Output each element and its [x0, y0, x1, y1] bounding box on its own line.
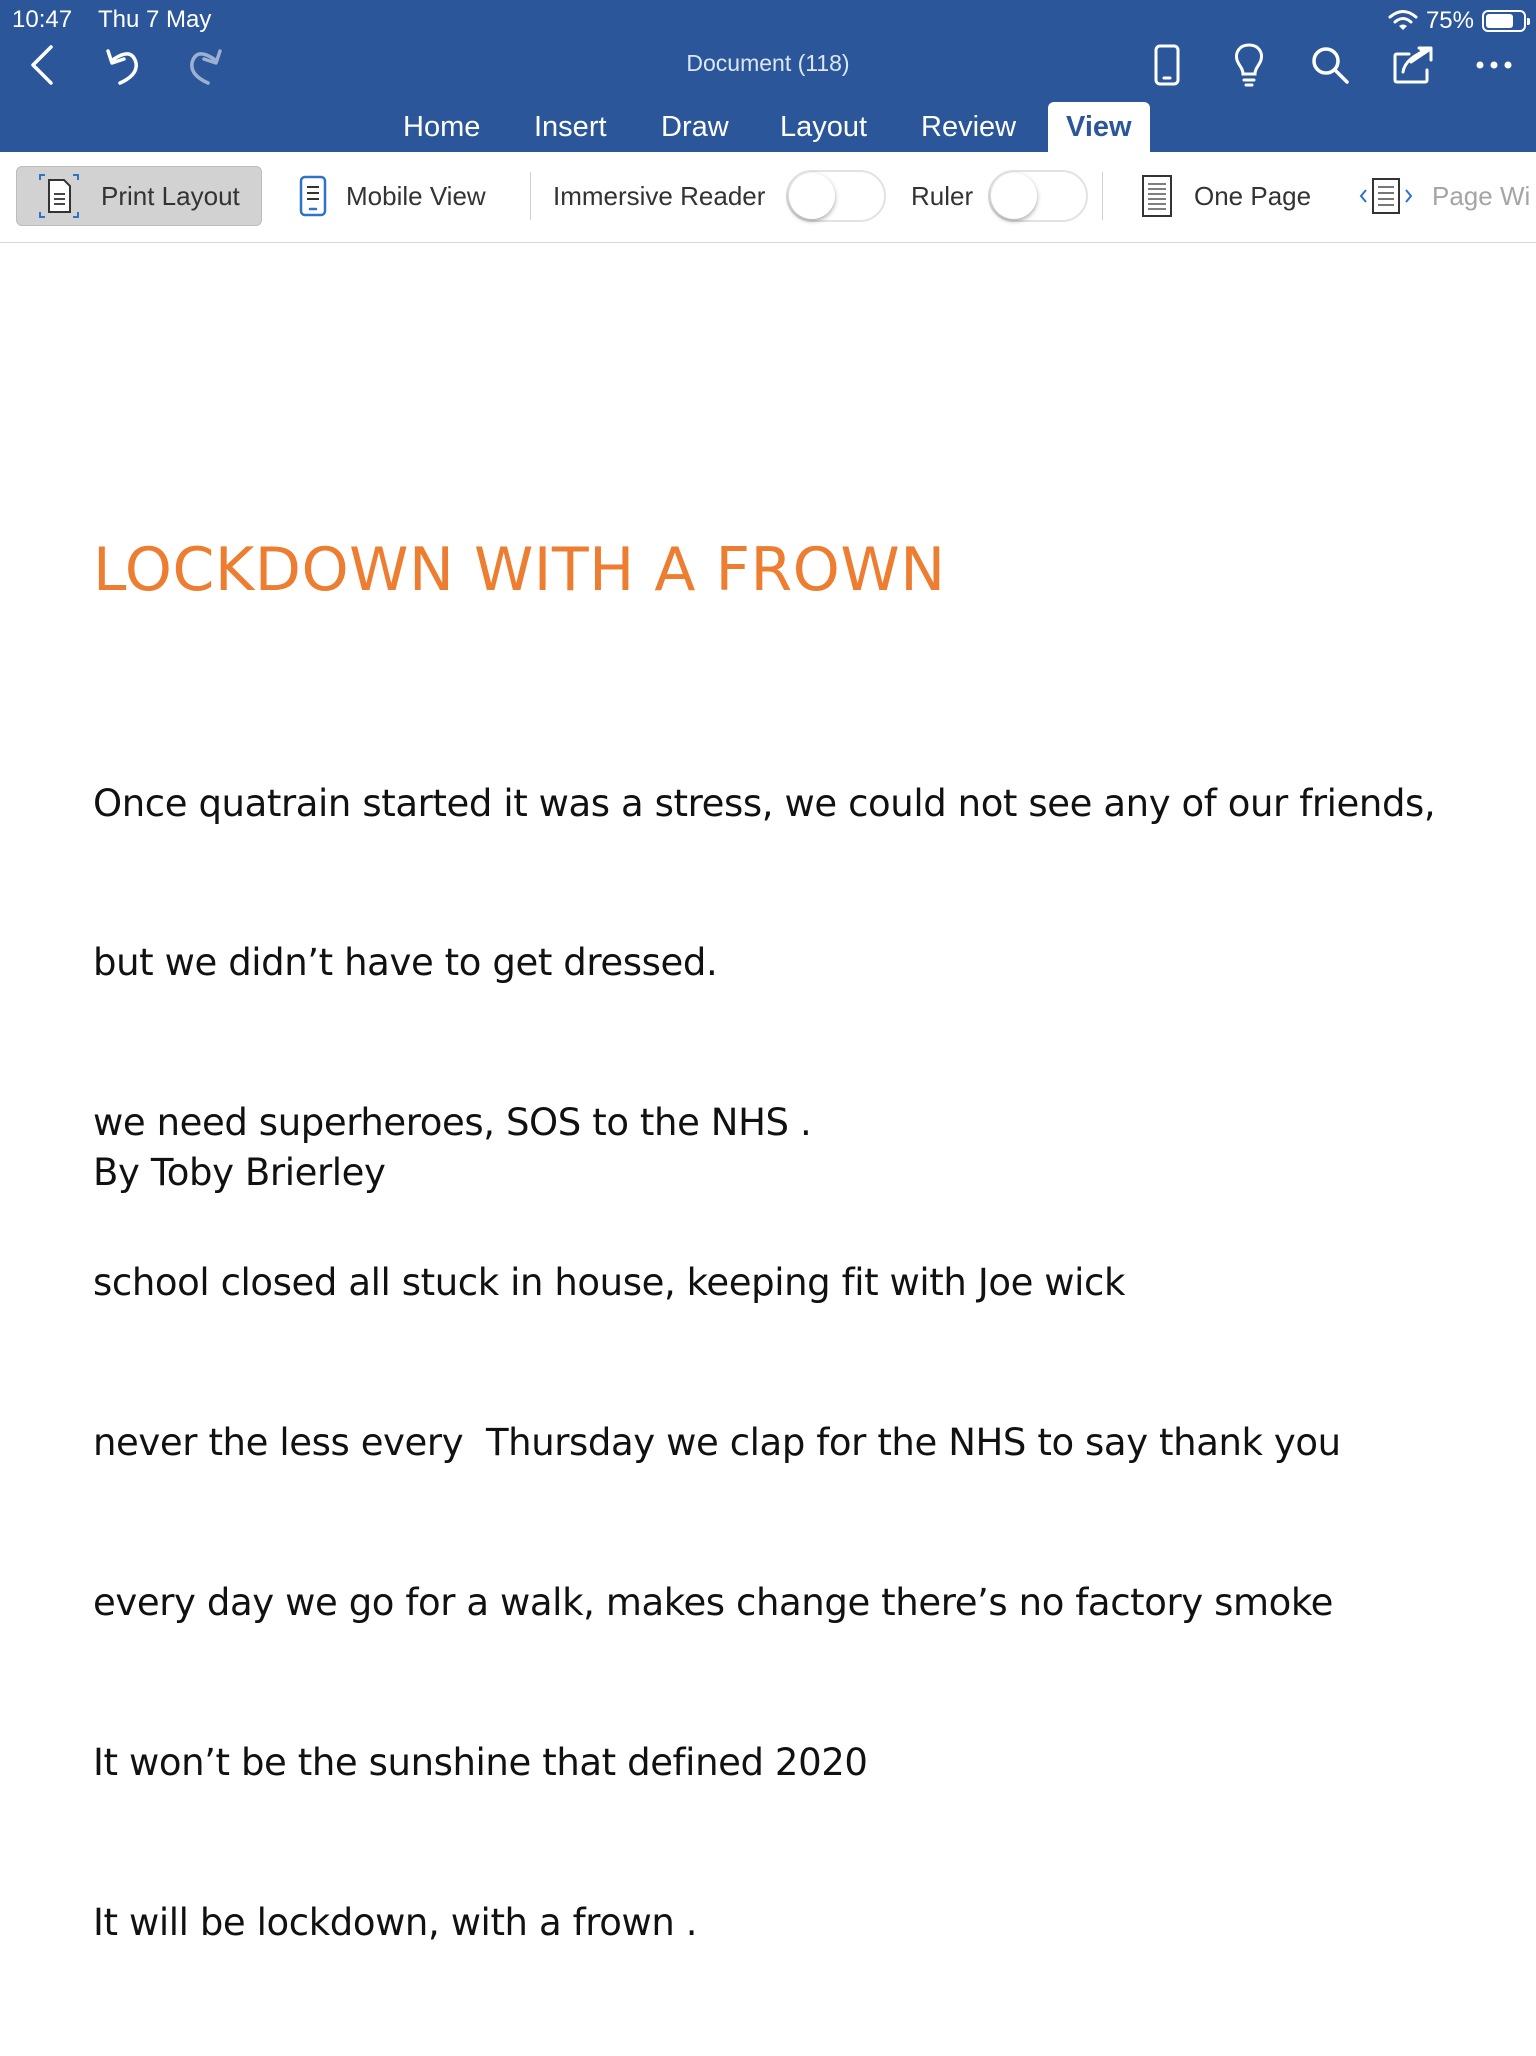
one-page-button[interactable] [1140, 166, 1311, 226]
battery-percentage: 75% [1425, 7, 1474, 34]
more-icon[interactable] [1467, 38, 1521, 92]
ruler-text: Ruler [911, 180, 974, 211]
wifi-icon [1388, 9, 1418, 33]
page-width-icon [1358, 176, 1414, 216]
status-time: 10:47 [12, 6, 73, 33]
document-author: By Toby Brierley [93, 1151, 386, 1194]
immersive-reader-text: Immersive Reader [553, 180, 766, 211]
tab-layout[interactable]: Layout [780, 111, 868, 143]
one-page-icon [1140, 174, 1174, 218]
battery-icon [1482, 10, 1526, 32]
poem-line: we need superheroes, SOS to the NHS . [93, 1101, 812, 1145]
document-body [93, 670, 1435, 2056]
tab-draw[interactable]: Draw [661, 111, 729, 143]
print-layout-icon [37, 172, 81, 220]
print-layout-label: Print Layout [101, 180, 240, 211]
ribbon-divider [1102, 172, 1103, 220]
tab-view[interactable]: View [1048, 102, 1150, 152]
tab-home[interactable]: Home [403, 111, 481, 143]
print-layout-button[interactable] [16, 166, 262, 226]
ruler-label [911, 166, 973, 226]
ribbon-tabs [0, 102, 1536, 152]
poem-line: school closed all stuck in house, keeping fit with Joe wick [93, 1261, 1126, 1305]
immersive-reader-label [553, 166, 765, 226]
poem-line: It won’t be the sunshine that defined 2020 [93, 1740, 868, 1784]
tab-review[interactable]: Review [921, 111, 1017, 143]
one-page-label: One Page [1194, 180, 1312, 211]
mobile-view-button[interactable] [298, 166, 486, 226]
ribbon-divider [530, 172, 531, 220]
search-icon[interactable] [1303, 38, 1357, 92]
poem-line: Once quatrain started it was a stress, we could not see any of our friends, [93, 781, 1436, 825]
mobile-view-label: Mobile View [346, 180, 486, 211]
document-title: Document (118) [686, 50, 850, 76]
poem-line: every day we go for a walk, makes change there’s no factory smoke [93, 1581, 1333, 1625]
mobile-view-icon[interactable] [1140, 38, 1194, 92]
tab-insert[interactable]: Insert [534, 111, 607, 143]
lightbulb-icon[interactable] [1222, 38, 1276, 92]
poem-line: It will be lockdown, with a frown . [93, 1900, 698, 1944]
app-header [0, 0, 1536, 152]
view-ribbon [0, 152, 1536, 243]
share-icon[interactable] [1386, 38, 1440, 92]
document-heading: LOCKDOWN WITH A FROWN [93, 535, 946, 605]
page-width-button[interactable] [1358, 166, 1530, 226]
status-date: Thu 7 May [98, 6, 212, 33]
poem-line: never the less every Thursday we clap for the NHS to say thank you [93, 1421, 1341, 1465]
page-width-label: Page Wi [1432, 180, 1531, 211]
document-canvas[interactable] [0, 243, 1536, 2048]
immersive-reader-toggle[interactable] [786, 170, 886, 222]
poem-line: but we didn’t have to get dressed. [93, 941, 718, 985]
mobile-layout-icon [298, 175, 328, 217]
ruler-toggle[interactable] [988, 170, 1088, 222]
status-indicators [1388, 6, 1526, 36]
